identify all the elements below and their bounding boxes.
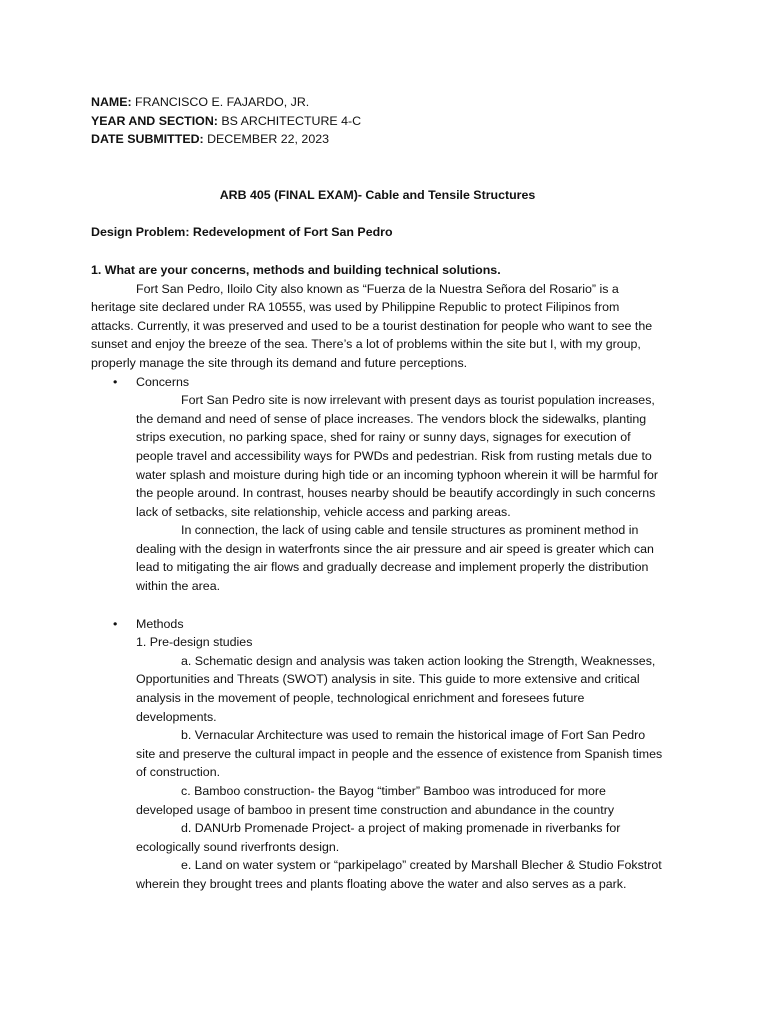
methods-subheading: 1. Pre-design studies bbox=[136, 635, 253, 650]
concerns-section bbox=[91, 391, 664, 596]
bullet-icon: • bbox=[113, 374, 118, 389]
design-problem-heading: Design Problem: Redevelopment of Fort San Pedro bbox=[91, 225, 393, 240]
methods-label: Methods bbox=[136, 616, 184, 631]
document-title: ARB 405 (FINAL EXAM)- Cable and Tensile Structures bbox=[219, 187, 536, 202]
method-item-e: e. Land on water system or “parkipelago” created by Marshall Blecher & Studio Fokstrot wherein they brought trees and plants floating above the water and also serves as a park. bbox=[136, 858, 662, 891]
date-submitted-line bbox=[91, 130, 664, 149]
date-submitted-label: DATE SUBMITTED: bbox=[91, 132, 204, 147]
question-heading: 1. What are your concerns, methods and building technical solutions. bbox=[91, 262, 501, 277]
method-item-d: d. DANUrb Promenade Project- a project of making promenade in riverbanks for ecologically sound riverfronts design. bbox=[136, 821, 621, 854]
methods-section bbox=[91, 633, 664, 893]
intro-paragraph: Fort San Pedro, Iloilo City also known as “Fuerza de la Nuestra Señora del Rosario” is a heritage site declared under RA 10555, was used by Philippine Republic to protect Filipinos from attacks. Currently, it was preserved and used to be a tourist destination for people who want to see the sunset and enjoy the breeze of the sea. There’s a lot of problems within the site but I, with my group, properly manage the site through its demand and future perceptions. bbox=[91, 281, 653, 370]
name-line bbox=[91, 93, 664, 112]
name-label: NAME: bbox=[91, 95, 132, 109]
year-section-label: YEAR AND SECTION: bbox=[91, 113, 218, 128]
method-item-c: c. Bamboo construction- the Bayog “timber” Bamboo was introduced for more developed usage of bamboo in present time construction and abundance in the country bbox=[136, 784, 615, 817]
concerns-paragraph-2: In connection, the lack of using cable and tensile structures as prominent method in dealing with the design in waterfronts since the air pressure and air speed is greater which can lead to mitigating the air flows and gradually decrease and implement properly the distribution within the area. bbox=[136, 523, 654, 594]
year-section-value: BS ARCHITECTURE 4-C bbox=[217, 113, 362, 128]
date-submitted-value: DECEMBER 22, 2023 bbox=[203, 132, 329, 147]
method-item-b: b. Vernacular Architecture was used to remain the historical image of Fort San Pedro site and preserve the cultural impact in people and the essence of existence from Spanish times of construction. bbox=[136, 728, 663, 780]
method-item-a: a. Schematic design and analysis was taken action looking the Strength, Weaknesses, Opportunities and Threats (SWOT) analysis in site. This guide to more extensive and critical analysis in the movement of people, technological enrichment and foresees future developments. bbox=[136, 653, 656, 724]
year-section-line bbox=[91, 112, 664, 131]
concerns-paragraph-1: Fort San Pedro site is now irrelevant with present days as tourist population increases, the demand and need of sense of place increases. The vendors block the sidewalks, planting strips execution, no parking space, shed for rainy or sunny days, signages for execution of people travel and accessibility ways for PWDs and pedestrian. Risk from rusting metals due to water splash and moisture during high tide or an incoming typhoon wherein it will be harmful for the people around. In contrast, houses nearby should be beautify accordingly in such concerns lack of setbacks, site relationship, vehicle access and parking areas. bbox=[136, 393, 659, 519]
concerns-label: Concerns bbox=[136, 374, 190, 389]
bullet-icon: • bbox=[113, 616, 118, 631]
methods-bullet bbox=[91, 615, 664, 634]
name-value: FRANCISCO E. FAJARDO, JR. bbox=[131, 95, 310, 109]
concerns-bullet bbox=[91, 373, 664, 392]
